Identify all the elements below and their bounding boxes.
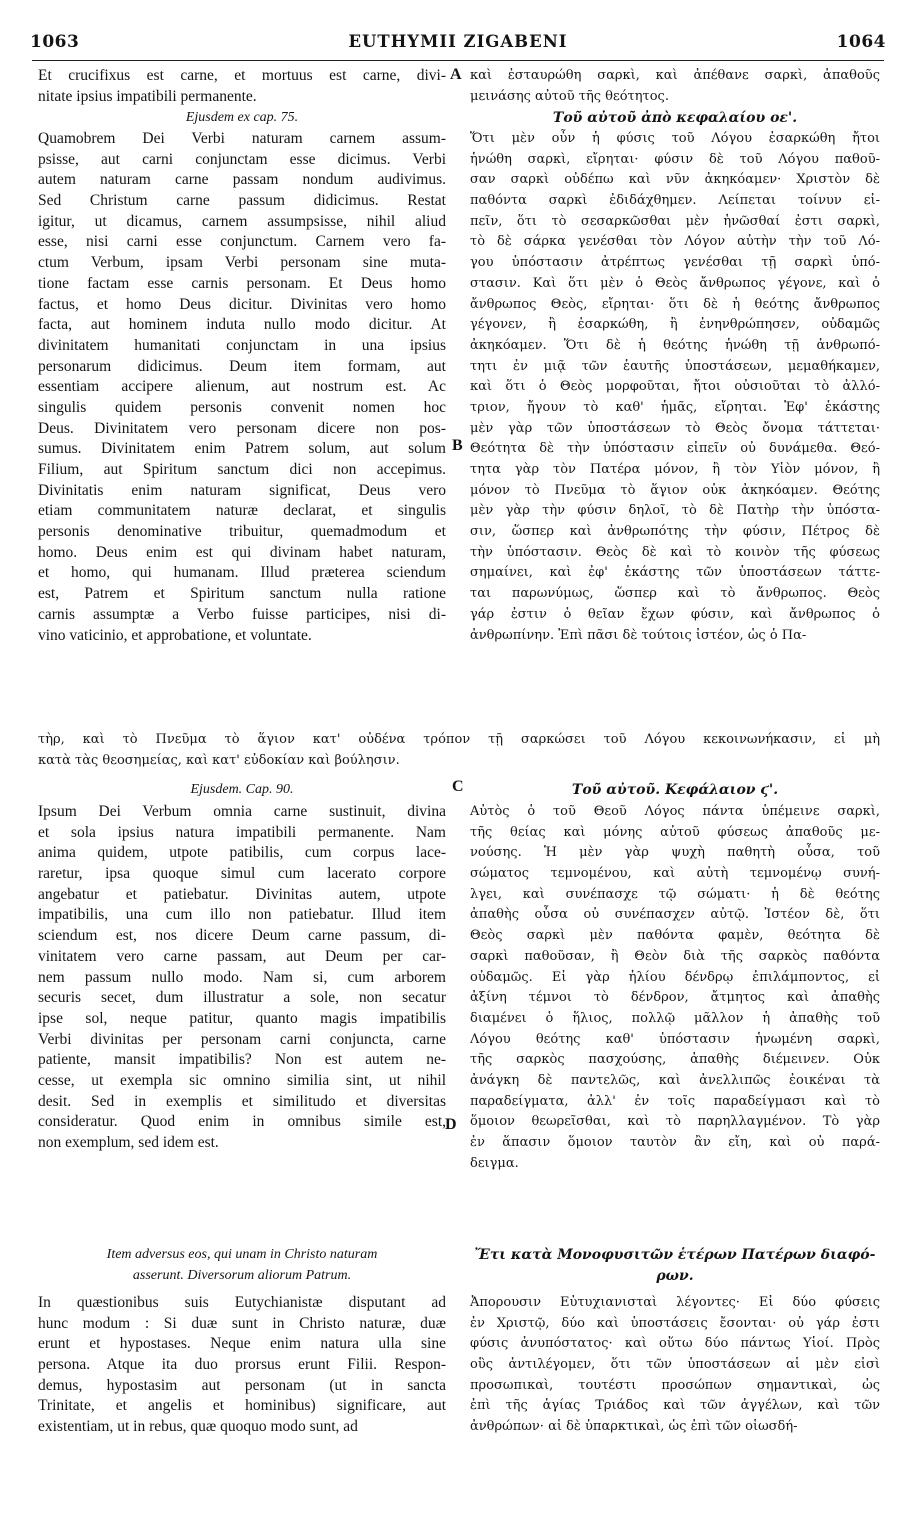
text-line: Et crucifixus est carne, et mortuus est carne, divi-: [38, 67, 446, 84]
text-line: ἄνθρωπος Θεὸς, εἴρηται· ὅτι δὲ ἡ θεότης ἄνθρωπος: [470, 296, 880, 312]
text-line: στασιν. Καὶ ὅτι μὲν ὁ Θεὸς ἄνθρωπος γέγονε, καὶ ὁ: [470, 275, 880, 291]
text-line: μὲν γὰρ τὴν φύσιν δηλοῖ, τὸ δὲ Πατὴρ τὴν ὑπόστα-: [470, 503, 880, 519]
greek-heading: Τοῦ αὐτοῦ. Κεφάλαιον ϛ'.: [571, 782, 779, 798]
text-line: σώματος τεμνομένου, καὶ αὐτὴ τεμνομένῳ συνή-: [470, 866, 880, 882]
text-line: καὶ ἐσταυρώθη σαρκὶ, καὶ ἀπέθανε σαρκὶ, ἀπαθοῦς: [470, 68, 880, 83]
text-line: nem passum nullo modo. Nam si, cum arborem: [38, 968, 446, 986]
latin-column-section-4: [38, 1293, 446, 1438]
text-line: Divinitatis enim naturam significat, Deus vero: [38, 481, 446, 499]
text-line: φύσις ἀνυπόστατος· καὶ οὕτω δύο πάντως Υἱοί. Πρὸς: [470, 1336, 880, 1352]
text-line: ται παρωνύμως, ὥσπερ καὶ τὸ ἄνθρωπος. Θεὸς: [470, 586, 880, 602]
latin-heading-section-2: [38, 108, 446, 129]
text-line: angebatur et patiebatur. Divinitas autem, utpote: [38, 885, 446, 903]
text-line: ἀξίνη τέμνοι τὸ δένδρον, ἄτμητος καὶ ἀπαθὴς: [470, 990, 880, 1006]
text-line: ἐν Χριστῷ, δύο καὶ ὑποστάσεις ἔσονται· οὐ γάρ ἐστι: [470, 1315, 880, 1331]
text-line: ἀνθρώπων· αἱ δὲ ὑπαρκτικαὶ, ὡς ἐπὶ τῶν οἱωσδή-: [470, 1419, 798, 1435]
text-line: divinitatem humanitati conjunctam in una ipsius: [38, 336, 446, 354]
text-line: esse, nisi carni esse conjunctum. Carnem vero fa-: [38, 233, 446, 251]
header-rule: [32, 60, 884, 61]
text-line: singulis quidem personis convenit nomen hoc: [38, 398, 446, 416]
text-line: erunt et hypostases. Neque enim natura ulla sine: [38, 1335, 446, 1353]
text-line: consideratur. Quod enim in omnibus simile est,: [38, 1113, 446, 1131]
margin-marker-a: A: [450, 66, 462, 83]
greek-column-section-1: [470, 66, 880, 107]
text-line: διαμένει ὁ ἥλιος, πολλῷ μᾶλλον ἡ ἀπαθὴς τοῦ: [470, 1010, 880, 1026]
right-page-number: 1064: [836, 32, 886, 52]
text-line: autem naturam carne passam nondum audivimus.: [38, 171, 446, 189]
greek-full-width-lines: [38, 730, 880, 771]
text-line: Verbi divinitas per personam carni conjuncta, carne: [38, 1030, 446, 1048]
text-line: ctum Verbum, ipsam Verbi personam sine muta-: [38, 254, 446, 272]
text-line: σαρκὶ παθοῦσαν, ἢ Θεὸν διὰ τῆς σαρκὸς παθόντα: [470, 948, 880, 964]
text-line: securis secet, dum illustratur a sole, non secatur: [38, 989, 446, 1007]
text-line: τῆς σαρκὸς πασχούσης, ἀπαθὴς διέμεινεν. Οὐκ: [470, 1052, 880, 1068]
text-line: factus, et homo Deus dicitur. Divinitas vero homo: [38, 295, 446, 313]
latin-column-section-3: [38, 802, 446, 1154]
text-line: personis denominative tribuitur, quemadmodum et: [38, 523, 446, 541]
text-line: ἀκηκόαμεν. Ὅτι δὲ ἡ θεότης ἡνώθη τῇ ἀνθρωπό-: [470, 337, 880, 353]
text-line: Deus. Divinitatem vero personam dicere non pos-: [38, 419, 446, 437]
text-line: ἀπαθὴς οὖσα οὐ συνέπασχεν αὐτῷ. Ἰστέον δὲ, ὅτι: [470, 907, 880, 923]
text-line: personarum didicimus. Deum item formam, aut: [38, 357, 446, 375]
latin-heading-section-4: [38, 1245, 446, 1286]
text-line: οὓς ἀντιλέγομεν, ὅτι τῶν ὑποστάσεων αἱ μὲν εἰσὶ: [470, 1357, 880, 1373]
text-line: τὴν ὑπόστασιν. Θεὸς δὲ καὶ τὸ κοινὸν τῆς φύσεως: [470, 544, 880, 560]
text-line: sciendum est, nos dicere Deum carne passum, di-: [38, 927, 446, 945]
greek-heading: Τοῦ αὐτοῦ ἀπὸ κεφαλαίου οε'.: [552, 110, 798, 126]
latin-column-section-2: [38, 129, 446, 646]
text-line: γου ὑπόστασιν ἀτρέπτως γενέσθαι τῇ σαρκὶ ὑπό-: [470, 255, 880, 271]
text-line: hunc modum : Si duæ sunt in Christo naturæ, duæ: [38, 1314, 446, 1332]
text-line: carnis assumptæ a Verbo fuisse participes, nisi di-: [38, 605, 446, 623]
text-line: νούσης. Ἡ μὲν γὰρ ψυχὴ παθητὴ οὖσα, τοῦ: [470, 845, 880, 861]
text-line: est, Patrem et Spiritum sanctum nulla ratione: [38, 585, 446, 603]
text-line: homo. Deus enim est qui divinam habet naturam,: [38, 543, 446, 561]
text-line: προσωπικαὶ, τουτέστι προσώπων σημαντικαὶ, ὡς: [470, 1377, 880, 1393]
text-line: σημαίνει, καὶ ἐφ' ἑκάστης τῶν ὑποστάσεων τάττε-: [470, 565, 880, 581]
text-line: τητα γὰρ τὸν Πατέρα μόνον, ἢ τὸν Υἱὸν μόνον, ἢ: [470, 462, 880, 477]
text-line: et sola ipsius natura impatibili permanente. Nam: [38, 823, 446, 841]
text-line: Θεότητα δὲ τὴν ὑπόστασιν εἰπεῖν οὐ δυνάμεθα. Θεό-: [470, 441, 880, 457]
text-line: Filium, aut Spiritum sanctum dici non accepimus.: [38, 461, 446, 478]
greek-column-section-3: [470, 802, 880, 1174]
text-line: ρων.: [656, 1267, 694, 1284]
text-line: raretur, ipsa quoque simul cum lacerato corpore: [38, 865, 446, 883]
text-line: μόνον τὸ Πνεῦμα τὸ ἅγιον οὐκ ἀκηκόαμεν. Θεότης: [470, 482, 880, 498]
text-line: sumus. Divinitatem enim Patrem solum, aut solum: [38, 440, 446, 458]
text-line: ὅμοιον θεωρεῖσθαι, καὶ τὸ παρηλλαγμένον. Τὸ γὰρ: [470, 1114, 880, 1130]
text-line: impatibilis, una cum illo non patiebatur. Illud item: [38, 906, 446, 924]
text-line: persona. Atque ita duo prorsus erunt Filii. Respon-: [38, 1356, 446, 1374]
margin-marker-c: C: [452, 778, 464, 795]
text-line: etiam communitatem naturæ declarat, et singulis: [38, 502, 446, 520]
text-line: nitate ipsius impatibili permanente.: [38, 87, 257, 105]
latin-heading: Ejusdem. Cap. 90.: [190, 782, 294, 797]
text-line: γέγονεν, ἢ ἐσαρκώθη, ἢ ἐνηνθρώπησεν, οὐδαμῶς: [470, 317, 880, 333]
text-line: et homo, qui humanam. Illud præterea sciendum: [38, 564, 446, 582]
text-line: πεῖν, ὅτι τὸ σεσαρκῶσθαι μὲν ἡνῶσθαί ἐστι σαρκὶ,: [470, 213, 880, 229]
text-line: tione factam esse carnis personam. Et Deus homo: [38, 274, 446, 292]
text-line: ἡνώθη σαρκὶ, εἴρηται· φύσιν δὲ τοῦ Λόγου παθοῦ-: [470, 151, 880, 167]
text-line: facta, aut hominem induta nullo modo dicitur. At: [38, 316, 446, 334]
text-line: Λόγου θεότης καθ' ὑπόστασιν ἡνωμένη σαρκὶ,: [470, 1031, 880, 1047]
text-line: γάρ ἐστιν ὁ θεῖαν ἔχων φύσιν, καὶ ἄνθρωπος ὁ: [470, 606, 880, 622]
text-line: ἐν ἅπασιν ὅμοιον ταυτὸν ἂν εἴη, καὶ οὐ παρά-: [470, 1135, 880, 1150]
text-line: vinitatem vero carne passam, aut Deum per car-: [38, 947, 446, 965]
text-line: Αὐτὸς ὁ τοῦ Θεοῦ Λόγος πάντα ὑπέμεινε σαρκὶ,: [470, 804, 880, 819]
text-line: essentiam accipere alienum, aut nostrum est. Ac: [38, 378, 446, 396]
text-line: μεινάσης αὐτοῦ τῆς θεότητος.: [470, 88, 669, 104]
latin-heading: Ejusdem ex cap. 75.: [185, 110, 299, 125]
text-line: τητι ἐν μιᾷ τῶν ἑαυτῆς ὑποστάσεων, μεμαθήκαμεν,: [470, 358, 880, 374]
text-line: μὲν γὰρ τῶν ὑποστάσεων τὸ Θεὸς ὄνομα τάττεται·: [470, 420, 880, 436]
left-page-number: 1063: [30, 32, 80, 52]
margin-marker-b: B: [452, 437, 463, 454]
text-line: asserunt. Diversorum aliorum Patrum.: [132, 1267, 352, 1283]
text-line: τὸ δὲ σάρκα γενέσθαι τὸν Λόγον αὐτὴν τὴν τοῦ Λό-: [470, 234, 880, 250]
text-line: κατὰ τὰς θεοσημείας, καὶ κατ' εὐδοκίαν καὶ βούλησιν.: [38, 752, 400, 768]
text-line: demus, hypostasim aut personam (ut in sancta: [38, 1376, 446, 1394]
margin-marker-d: D: [445, 1116, 457, 1133]
text-line: δειγμα.: [470, 1155, 519, 1171]
text-line: In quæstionibus suis Eutychianistæ disputant ad: [38, 1294, 446, 1311]
text-line: παθόντα σαρκὶ ἐδιδάχθημεν. Λείπεται τοίνυν εἰ-: [470, 193, 880, 209]
text-line: τὴρ, καὶ τὸ Πνεῦμα τὸ ἅγιον κατ' οὐδένα τρόπον τῇ σαρκώσει τοῦ Λόγου κεκοινωνήκασιν, εἰ μὴ: [38, 732, 880, 747]
text-line: Ἀπορουσιν Εὐτυχιανισταὶ λέγοντες· Εἰ δύο φύσεις: [470, 1295, 880, 1310]
text-line: Θεὸς σαρκὶ μὲν παθόντα φαμὲν, θεότητα δὲ: [470, 928, 880, 944]
text-line: desit. Sed in exemplis et similitudo et diversitas: [38, 1092, 446, 1110]
text-line: Sed Christum carne passum didicimus. Restat: [38, 192, 446, 210]
text-line: psisse, aut carni conjunctam esse dicimus. Verbi: [38, 150, 446, 168]
text-line: καὶ ὅτι ὁ Θεὸς μορφοῦται, ἤτοι οὐσιοῦται τὸ ἀλλό-: [470, 379, 880, 395]
text-line: cesse, ut exempla sic omnino similia sint, ut nihil: [38, 1071, 446, 1089]
page-header: [28, 30, 888, 60]
greek-heading-section-4: [470, 1245, 880, 1286]
text-line: παραδείγματα, ἀλλ' ἐν τοῖς παραδείγμασι καὶ τὸ: [470, 1093, 880, 1109]
greek-heading-section-2: [470, 108, 880, 129]
text-line: igitur, ut dicamus, carnem assumpsisse, nihil aliud: [38, 212, 446, 230]
text-line: τῆς θείας καὶ μόνης αὐτοῦ φύσεως ἀπαθοῦς με-: [470, 824, 880, 840]
latin-heading-section-3: [38, 780, 446, 801]
text-line: anima quidem, utpote patibilis, cum corpus lace-: [38, 844, 446, 862]
text-line: λγει, καὶ συνέπασχε τῷ σώματι· ἡ δὲ θεότης: [470, 886, 880, 902]
text-line: ἐπὶ τῆς ἁγίας Τριάδος καὶ τῶν ἀγγέλων, καὶ τῶν: [470, 1398, 880, 1414]
text-line: ἀνάγκη δὲ παντελῶς, καὶ ἀνελλιπῶς ἐοικέναι τὰ: [470, 1072, 880, 1088]
text-line: Quamobrem Dei Verbi naturam carnem assum-: [38, 130, 446, 147]
running-title: EUTHYMII ZIGABENI: [348, 32, 568, 51]
text-line: existentiam, ut in rebus, quæ quoquo modo sunt, ad: [38, 1418, 358, 1436]
latin-column-section-1: [38, 66, 446, 107]
greek-heading-section-3: [470, 780, 880, 801]
text-line: Item adversus eos, qui unam in Christo naturam: [106, 1247, 378, 1262]
text-line: Trinitate, et angelis et hominibus) significare, aut: [38, 1397, 446, 1415]
text-line: τριον, ἤγουν τὸ καθ' ἡμᾶς, εἴρηται. Ἐφ' ἑκάστης: [470, 399, 880, 415]
text-line: σιν, ὥσπερ καὶ ἀνθρωπότης τὴν φύσιν, Πέτρος δὲ: [470, 524, 880, 540]
text-line: non exemplum, sed idem est.: [38, 1134, 219, 1151]
text-line: οὐδαμῶς. Εἰ γὰρ ἡλίου δένδρῳ ἐπιλάμποντος, εἰ: [470, 969, 880, 985]
greek-column-section-2: [470, 129, 880, 646]
text-line: patiente, mansit impatibilis? Non est autem ne-: [38, 1051, 446, 1069]
text-line: Ipsum Dei Verbum omnia carne sustinuit, divina: [38, 803, 446, 820]
text-line: Ἔτι κατὰ Μονοφυσιτῶν ἑτέρων Πατέρων διαφό-: [474, 1247, 876, 1263]
text-line: ipse sol, neque patitur, quanto magis impatibilis: [38, 1009, 446, 1027]
text-line: Ὅτι μὲν οὖν ἡ φύσις τοῦ Λόγου ἐσαρκώθη ἤτοι: [470, 131, 880, 146]
greek-column-section-4: [470, 1293, 880, 1438]
text-line: σαν σαρκὶ οὐδέπω καὶ νῦν ἀκηκόαμεν· Χριστὸν δὲ: [470, 172, 880, 188]
text-line: vino vaticinio, et approbatione, et voluntate.: [38, 626, 312, 644]
text-line: ἀνθρωπίνην. Ἐπὶ πᾶσι δὲ τούτοις ἰστέον, ὡς ὁ Πα-: [470, 627, 807, 643]
